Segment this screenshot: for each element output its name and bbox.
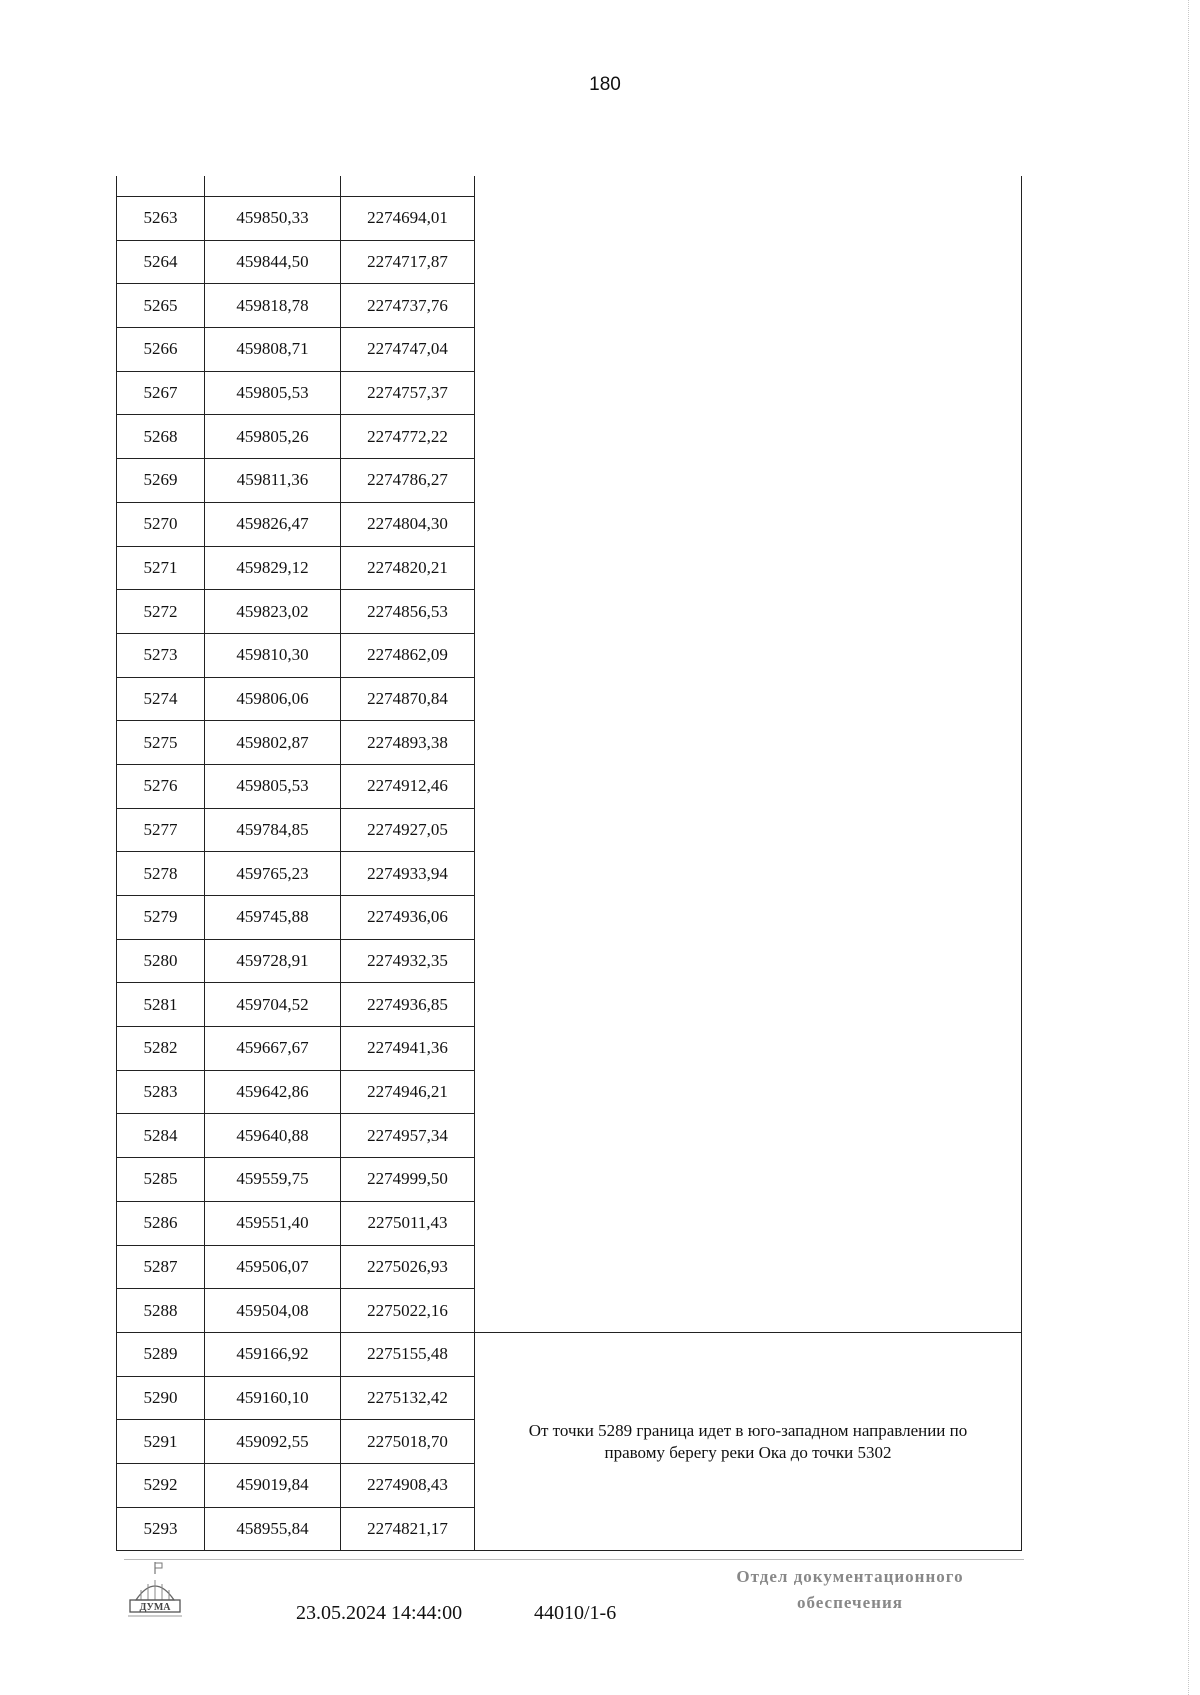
point-number-cell: 5278 — [117, 852, 205, 896]
y-coordinate-cell: 2274737,76 — [341, 284, 475, 328]
table-header-row — [117, 176, 1022, 197]
y-coordinate-cell: 2274999,50 — [341, 1158, 475, 1202]
y-coordinate-cell: 2274717,87 — [341, 240, 475, 284]
x-coordinate-cell: 459818,78 — [205, 284, 341, 328]
x-coordinate-cell: 459667,67 — [205, 1027, 341, 1071]
x-coordinate-cell: 459805,26 — [205, 415, 341, 459]
x-coordinate-cell: 459704,52 — [205, 983, 341, 1027]
point-number-cell: 5292 — [117, 1463, 205, 1507]
y-coordinate-cell: 2274870,84 — [341, 677, 475, 721]
y-coordinate-cell: 2274946,21 — [341, 1070, 475, 1114]
point-number-cell: 5276 — [117, 764, 205, 808]
description-cell-empty — [475, 197, 1022, 1333]
x-coordinate-cell: 459811,36 — [205, 459, 341, 503]
footer-divider — [124, 1559, 1024, 1560]
point-number-cell: 5279 — [117, 896, 205, 940]
y-coordinate-cell: 2274694,01 — [341, 197, 475, 241]
y-coordinate-cell: 2274933,94 — [341, 852, 475, 896]
y-coordinate-cell: 2274957,34 — [341, 1114, 475, 1158]
point-number-cell: 5288 — [117, 1289, 205, 1333]
point-number-cell: 5268 — [117, 415, 205, 459]
table-row — [117, 1332, 1022, 1376]
y-coordinate-cell: 2275155,48 — [341, 1332, 475, 1376]
y-coordinate-cell: 2275132,42 — [341, 1376, 475, 1420]
y-coordinate-cell: 2274927,05 — [341, 808, 475, 852]
x-coordinate-cell: 459166,92 — [205, 1332, 341, 1376]
y-coordinate-cell: 2274912,46 — [341, 764, 475, 808]
x-coordinate-cell: 459810,30 — [205, 633, 341, 677]
x-coordinate-cell: 459826,47 — [205, 502, 341, 546]
x-coordinate-cell: 458955,84 — [205, 1507, 341, 1551]
point-number-cell: 5284 — [117, 1114, 205, 1158]
stamp-line-1: Отдел документационного — [736, 1567, 964, 1586]
y-coordinate-cell: 2274757,37 — [341, 371, 475, 415]
y-coordinate-cell: 2275018,70 — [341, 1420, 475, 1464]
x-coordinate-cell: 459551,40 — [205, 1201, 341, 1245]
y-coordinate-cell: 2274786,27 — [341, 459, 475, 503]
y-coordinate-cell: 2274856,53 — [341, 590, 475, 634]
y-coordinate-cell: 2275022,16 — [341, 1289, 475, 1333]
point-number-cell: 5285 — [117, 1158, 205, 1202]
y-coordinate-cell: 2274941,36 — [341, 1027, 475, 1071]
y-coordinate-cell: 2274936,06 — [341, 896, 475, 940]
x-coordinate-cell: 459019,84 — [205, 1463, 341, 1507]
y-coordinate-cell: 2274936,85 — [341, 983, 475, 1027]
point-number-cell: 5277 — [117, 808, 205, 852]
x-coordinate-cell: 459745,88 — [205, 896, 341, 940]
x-coordinate-cell: 459640,88 — [205, 1114, 341, 1158]
point-number-cell: 5282 — [117, 1027, 205, 1071]
point-number-cell: 5290 — [117, 1376, 205, 1420]
x-coordinate-cell: 459728,91 — [205, 939, 341, 983]
y-coordinate-cell: 2274862,09 — [341, 633, 475, 677]
point-number-cell: 5267 — [117, 371, 205, 415]
duma-logo — [124, 1560, 186, 1620]
logo-text: ДУМА — [139, 1602, 171, 1613]
point-number-cell: 5265 — [117, 284, 205, 328]
x-coordinate-cell: 459506,07 — [205, 1245, 341, 1289]
scan-edge-artifact — [1188, 0, 1191, 1695]
point-number-cell: 5275 — [117, 721, 205, 765]
point-number-cell: 5283 — [117, 1070, 205, 1114]
x-coordinate-cell: 459092,55 — [205, 1420, 341, 1464]
x-coordinate-cell: 459805,53 — [205, 371, 341, 415]
point-number-cell: 5266 — [117, 328, 205, 372]
point-number-cell: 5264 — [117, 240, 205, 284]
y-coordinate-cell: 2275026,93 — [341, 1245, 475, 1289]
point-number-cell: 5280 — [117, 939, 205, 983]
x-coordinate-cell: 459559,75 — [205, 1158, 341, 1202]
y-coordinate-cell: 2274772,22 — [341, 415, 475, 459]
footer-date: 23.05.2024 14:44:00 — [296, 1602, 463, 1624]
y-coordinate-cell: 2274932,35 — [341, 939, 475, 983]
point-number-cell: 5273 — [117, 633, 205, 677]
point-number-cell: 5289 — [117, 1332, 205, 1376]
x-coordinate-cell: 459160,10 — [205, 1376, 341, 1420]
point-number-cell: 5274 — [117, 677, 205, 721]
y-coordinate-cell: 2274747,04 — [341, 328, 475, 372]
y-coordinate-cell: 2274820,21 — [341, 546, 475, 590]
boundary-description: От точки 5289 граница идет в юго-западном направлении по правому берегу реки Ока до точки 5302 — [475, 1332, 1022, 1550]
x-coordinate-cell: 459784,85 — [205, 808, 341, 852]
y-coordinate-cell: 2274908,43 — [341, 1463, 475, 1507]
y-coordinate-cell: 2274821,17 — [341, 1507, 475, 1551]
x-coordinate-cell: 459805,53 — [205, 764, 341, 808]
point-number-cell: 5286 — [117, 1201, 205, 1245]
point-number-cell: 5287 — [117, 1245, 205, 1289]
x-coordinate-cell: 459504,08 — [205, 1289, 341, 1333]
point-number-cell: 5263 — [117, 197, 205, 241]
x-coordinate-cell: 459642,86 — [205, 1070, 341, 1114]
x-coordinate-cell: 459806,06 — [205, 677, 341, 721]
point-number-cell: 5269 — [117, 459, 205, 503]
x-coordinate-cell: 459802,87 — [205, 721, 341, 765]
page-number: 180 — [589, 74, 621, 95]
point-number-cell: 5271 — [117, 546, 205, 590]
x-coordinate-cell: 459808,71 — [205, 328, 341, 372]
point-number-cell: 5272 — [117, 590, 205, 634]
point-number-cell: 5291 — [117, 1420, 205, 1464]
x-coordinate-cell: 459844,50 — [205, 240, 341, 284]
point-number-cell: 5270 — [117, 502, 205, 546]
x-coordinate-cell: 459829,12 — [205, 546, 341, 590]
x-coordinate-cell: 459850,33 — [205, 197, 341, 241]
y-coordinate-cell: 2274893,38 — [341, 721, 475, 765]
coordinates-table — [116, 176, 1021, 1551]
point-number-cell: 5281 — [117, 983, 205, 1027]
footer-document-code: 44010/1-6 — [534, 1602, 617, 1624]
y-coordinate-cell: 2275011,43 — [341, 1201, 475, 1245]
x-coordinate-cell: 459823,02 — [205, 590, 341, 634]
table-row — [117, 197, 1022, 241]
stamp-line-2: обеспечения — [797, 1593, 903, 1612]
x-coordinate-cell: 459765,23 — [205, 852, 341, 896]
department-stamp — [700, 1564, 1000, 1616]
point-number-cell: 5293 — [117, 1507, 205, 1551]
y-coordinate-cell: 2274804,30 — [341, 502, 475, 546]
